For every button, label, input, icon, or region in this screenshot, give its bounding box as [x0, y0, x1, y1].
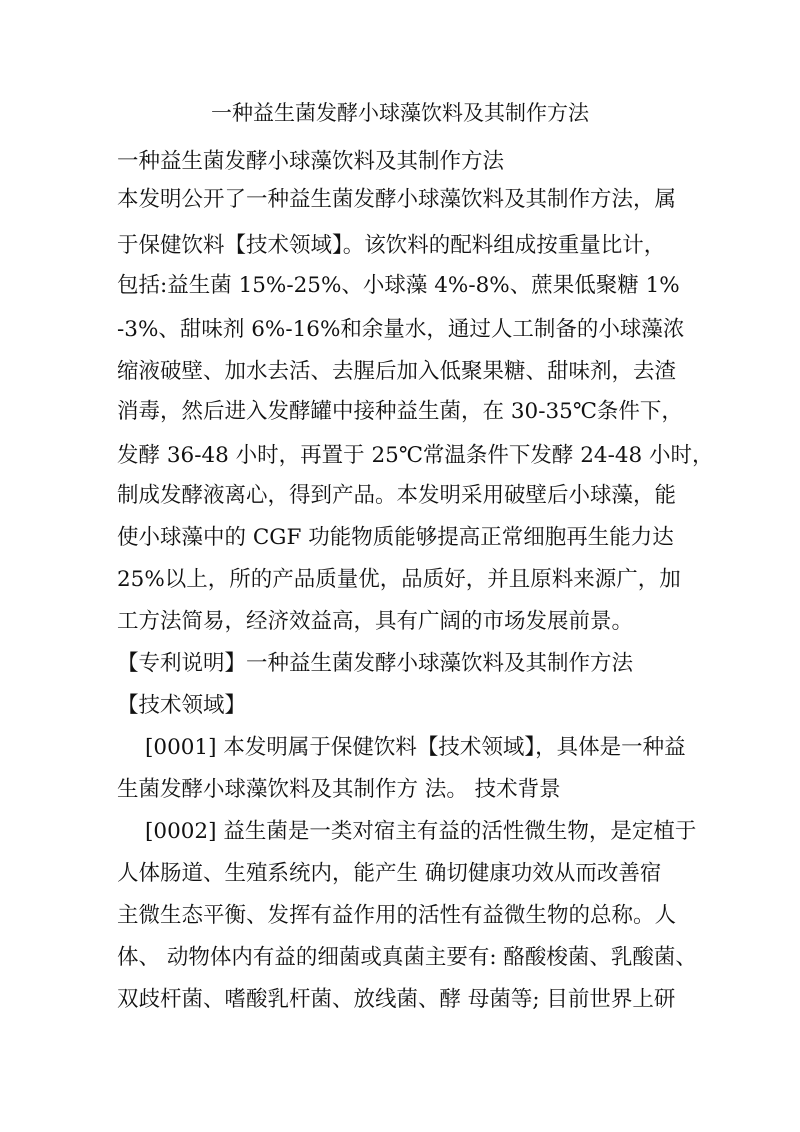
text-line-para-0002-5: 双歧杆菌、嗜酸乳杆菌、放线菌、酵 母菌等; 目前世界上研: [117, 987, 676, 1012]
text-line-abstract-3: 包括:益生菌 15%-25%、小球藻 4%-8%、蔗果低聚糖 1%: [117, 273, 680, 298]
text-line-abstract-7: 发酵 36-48 小时，再置于 25℃常温条件下发酵 24-48 小时，: [117, 443, 714, 468]
text-line-para-0002-3: 主微生态平衡、发挥有益作用的活性有益微生物的总称。人: [117, 903, 677, 928]
text-line-abstract-8: 制成发酵液离心，得到产品。本发明采用破壁后小球藻，能: [117, 483, 677, 508]
document-title: 一种益生菌发酵小球藻饮料及其制作方法: [211, 101, 589, 125]
text-line-patent-heading: 【专利说明】一种益生菌发酵小球藻饮料及其制作方法: [117, 651, 634, 676]
text-line-abstract-5: 缩液破壁、加水去活、去腥后加入低聚果糖、甜味剂，去渣: [117, 359, 677, 384]
text-line-para-0002-2: 人体肠道、生殖系统内，能产生 确切健康功效从而改善宿: [117, 861, 662, 886]
text-line-para-0002-1: [0002] 益生菌是一类对宿主有益的活性微生物，是定植于: [145, 819, 697, 844]
text-line-abstract-2: 于保健饮料【技术领域】。该饮料的配料组成按重量比计，: [117, 233, 666, 258]
text-line-abstract-11: 工方法简易，经济效益高，具有广阔的市场发展前景。: [117, 609, 634, 634]
text-line-abstract-1: 本发明公开了一种益生菌发酵小球藻饮料及其制作方法，属: [117, 187, 677, 212]
text-line-subtitle: 一种益生菌发酵小球藻饮料及其制作方法: [117, 149, 505, 174]
text-line-field-heading: 【技术领域】: [117, 693, 247, 718]
text-line-para-0002-4: 体、 动物体内有益的细菌或真菌主要有: 酪酸梭菌、乳酸菌、: [117, 945, 697, 970]
text-line-abstract-4: -3%、甜味剂 6%-16%和余量水，通过人工制备的小球藻浓: [117, 317, 685, 342]
text-line-abstract-6: 消毒，然后进入发酵罐中接种益生菌，在 30-35℃条件下，: [117, 399, 683, 424]
text-line-abstract-10: 25%以上，所的产品质量优，品质好，并且原料来源广，加: [117, 567, 681, 592]
text-line-para-0001-2: 生菌发酵小球藻饮料及其制作方 法。 技术背景: [117, 777, 561, 802]
text-line-para-0001-1: [0001] 本发明属于保健饮料【技术领域】，具体是一种益: [145, 735, 686, 760]
text-line-abstract-9: 使小球藻中的 CGF 功能物质能够提高正常细胞再生能力达: [117, 525, 674, 550]
